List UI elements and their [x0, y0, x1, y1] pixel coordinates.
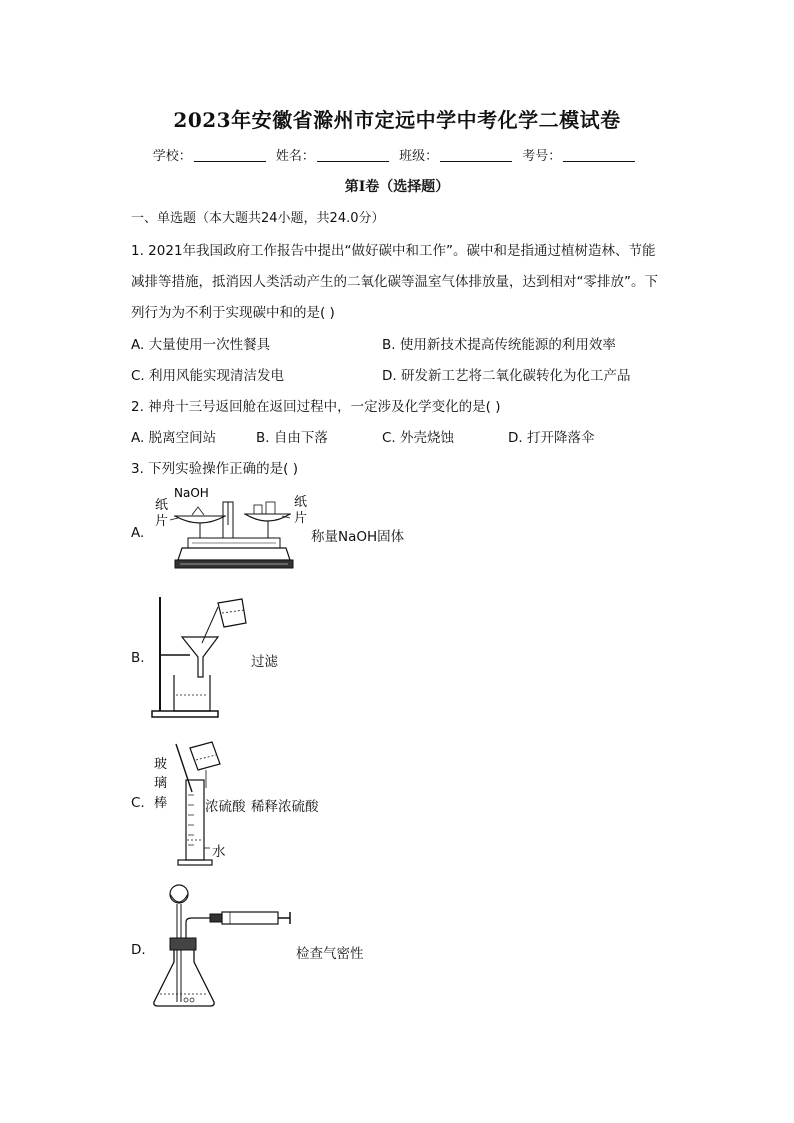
q1-option-b[interactable]: B. 使用新技术提高传统能源的利用效率 [382, 337, 616, 353]
airtightness-illustration [150, 882, 300, 1012]
school-blank[interactable] [194, 149, 266, 162]
q3-option-a-caption: 称量NaOH固体 [311, 529, 405, 545]
q2-option-c[interactable]: C. 外壳烧蚀 [382, 430, 455, 446]
paper-label-right-1: 纸 [294, 495, 308, 510]
q3-option-a-letter[interactable]: A. [131, 525, 145, 541]
q1-option-c[interactable]: C. 利用风能实现清洁发电 [131, 368, 285, 384]
paper-label-left-1: 纸 [155, 498, 169, 513]
rod-label-3: 棒 [154, 796, 168, 811]
filtration-illustration [150, 595, 255, 720]
section-heading: 一、单选题（本大题共24小题，共24.0分） [131, 211, 385, 226]
q1-stem-line2: 减排等措施，抵消因人类活动产生的二氧化碳等温室气体排放量，达到相对“零排放”。下 [131, 274, 658, 290]
q3-option-d-caption: 检查气密性 [296, 946, 364, 962]
name-label: 姓名： [275, 149, 315, 164]
class-blank[interactable] [440, 149, 512, 162]
part-heading: 第Ⅰ卷（选择题） [344, 179, 450, 195]
rod-label-2: 璃 [154, 776, 168, 791]
naoh-label: NaOH [174, 486, 209, 500]
q1-stem-line1: 1. 2021年我国政府工作报告中提出“做好碳中和工作”。碳中和是指通过植树造林、节能 [131, 243, 656, 259]
name-blank[interactable] [317, 149, 389, 162]
water-label: 水 [212, 844, 226, 860]
paper-label-left-2: 片 [155, 514, 169, 529]
q3-option-d-letter[interactable]: D. [131, 942, 146, 958]
rod-label-1: 玻 [154, 757, 168, 772]
q3-option-b-caption: 过滤 [251, 654, 278, 670]
number-label: 考号： [522, 149, 562, 164]
q3-option-c-letter[interactable]: C. [131, 795, 145, 811]
q3-stem: 3. 下列实验操作正确的是( ) [131, 461, 298, 477]
school-label: 学校： [152, 149, 192, 164]
q2-option-d[interactable]: D. 打开降落伞 [508, 430, 595, 446]
q1-option-d[interactable]: D. 研发新工艺将二氧化碳转化为化工产品 [382, 368, 631, 384]
q2-option-b[interactable]: B. 自由下落 [256, 430, 328, 446]
q2-stem: 2. 神舟十三号返回舱在返回过程中，一定涉及化学变化的是( ) [131, 399, 501, 415]
q2-option-a[interactable]: A. 脱离空间站 [131, 430, 217, 446]
student-info-row [0, 145, 794, 164]
q3-option-c-caption: 稀释浓硫酸 [251, 799, 319, 815]
q1-stem-line3: 列行为为不利于实现碳中和的是( ) [131, 305, 335, 321]
page-title: 2023年安徽省滁州市定远中学中考化学二模试卷 [173, 108, 621, 132]
class-label: 班级： [399, 149, 439, 164]
acid-label: 浓硫酸 [205, 799, 246, 815]
balance-illustration [150, 480, 310, 580]
paper-label-right-2: 片 [294, 511, 308, 526]
q3-option-b-letter[interactable]: B. [131, 650, 145, 666]
q1-option-a[interactable]: A. 大量使用一次性餐具 [131, 337, 271, 353]
number-blank[interactable] [563, 149, 635, 162]
